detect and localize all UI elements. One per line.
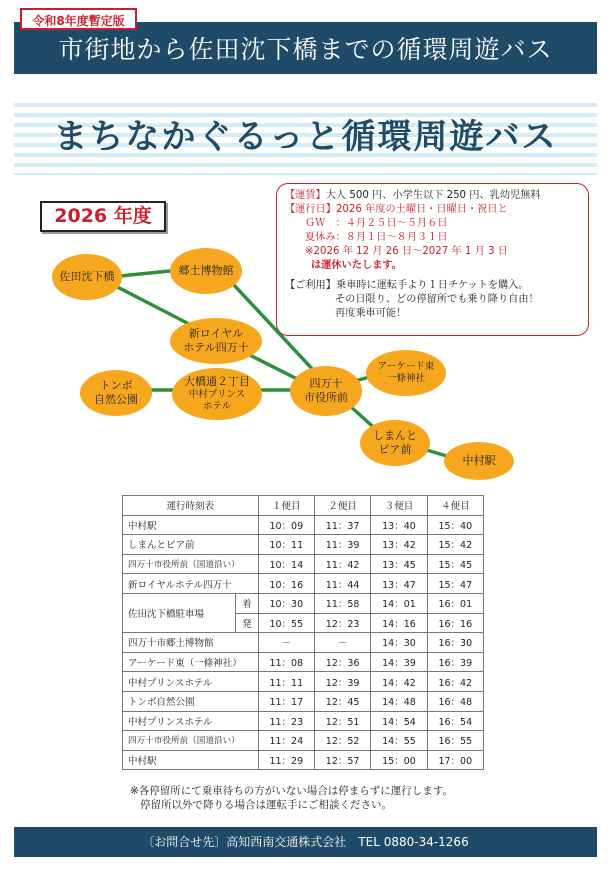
time-cell: 11：08 (258, 652, 314, 672)
stop-piaz (360, 420, 430, 466)
stop-name: 四万十市役所前（国道沿い） (123, 731, 259, 751)
time-cell: 15：40 (427, 515, 483, 535)
note-line2: 停留所以外で降りる場合は運転手にご相談ください。 (140, 799, 392, 811)
depart-label: 発 (236, 613, 258, 633)
time-cell: 11：17 (258, 691, 314, 711)
table-row (123, 711, 484, 731)
time-cell: － (258, 633, 314, 653)
fare-label: 【運賃】 (285, 190, 326, 201)
time-cell: 14：42 (371, 672, 427, 692)
time-cell: 16：01 (427, 593, 483, 613)
time-cell: 11：29 (258, 750, 314, 770)
table-row (123, 731, 484, 751)
time-cell: 14：55 (371, 731, 427, 751)
stop-arcade (366, 350, 446, 396)
time-cell: 14：39 (371, 652, 427, 672)
stop-name: 四万十市役所前（国道沿い） (123, 554, 259, 574)
time-cell: 13：47 (371, 574, 427, 594)
time-cell: 14：48 (371, 691, 427, 711)
timetable-title: 運行時刻表 (123, 496, 259, 516)
stop-royal (170, 318, 262, 364)
time-cell: － (314, 633, 370, 653)
time-cell: 11：58 (314, 593, 370, 613)
page-title: 市街地から佐田沈下橋までの循環周遊バス (58, 35, 553, 64)
stop-name: 四万十市郷土博物館 (123, 633, 259, 653)
time-cell: 10：55 (258, 613, 314, 633)
arrive-label: 着 (236, 593, 258, 613)
stop-name: しまんとピア前 (123, 535, 259, 555)
time-cell: 13：45 (371, 554, 427, 574)
stop-kyodo-label: 郷土博物館 (178, 264, 234, 277)
time-cell: 10：11 (258, 535, 314, 555)
time-cell: 12：45 (314, 691, 370, 711)
stop-shiyakusho (290, 366, 362, 416)
stop-piaz-label1: しまんと (373, 429, 417, 442)
time-cell: 12：51 (314, 711, 370, 731)
table-row (123, 672, 484, 692)
table-row (123, 652, 484, 672)
time-cell: 14：16 (371, 613, 427, 633)
summer-period: 夏休み：８月１日～８月３１日 (305, 232, 448, 243)
table-row (123, 750, 484, 770)
stop-tombo-label1: トンボ (99, 379, 133, 392)
col-trip1: １便目 (258, 496, 314, 516)
stop-name: アーケード東（一條神社） (123, 652, 259, 672)
time-cell: 11：37 (314, 515, 370, 535)
stop-shiyakusho-label2: 市役所前 (304, 391, 348, 404)
table-row (123, 515, 484, 535)
time-cell: 11：42 (314, 554, 370, 574)
stop-name: トンボ自然公園 (123, 691, 259, 711)
stop-royal-label2: ホテル四万十 (183, 341, 249, 354)
time-cell: 11：44 (314, 574, 370, 594)
time-cell: 14：01 (371, 593, 427, 613)
table-row (123, 691, 484, 711)
time-cell: 16：30 (427, 633, 483, 653)
timetable-header-row (123, 496, 484, 516)
stop-shiyakusho-label1: 四万十 (309, 377, 343, 390)
table-row (123, 593, 484, 613)
time-cell: 15：00 (371, 750, 427, 770)
route-map (40, 240, 580, 480)
time-cell: 12：23 (314, 613, 370, 633)
stop-name: 中村駅 (123, 750, 259, 770)
time-cell: 16：16 (427, 613, 483, 633)
stop-name: 中村プリンスホテル (123, 672, 259, 692)
time-cell: 10：14 (258, 554, 314, 574)
year-badge: 2026 年度 (40, 201, 166, 232)
stop-nakamura-label: 中村駅 (462, 454, 496, 467)
time-cell: 16：54 (427, 711, 483, 731)
time-cell: 14：54 (371, 711, 427, 731)
days-text: 2026 年度の土曜日・日曜日・祝日と (335, 204, 508, 215)
stop-sada-label: 佐田沈下橋 (59, 270, 115, 283)
time-cell: 11：24 (258, 731, 314, 751)
fare-text: 大人 500 円、小学生以下 250 円、乳幼児無料 (325, 190, 541, 201)
use-text2: その日限り、どの停留所でも乗り降り自由！ (335, 294, 539, 305)
time-cell: 16：42 (427, 672, 483, 692)
stop-arcade-label2: 一條神社 (386, 373, 425, 384)
table-row (123, 554, 484, 574)
stop-ohashi-label2: 中村プリンス (188, 389, 246, 400)
stop-name: 新ロイヤルホテル四万十 (123, 574, 259, 594)
stop-royal-label1: 新ロイヤル (188, 327, 244, 340)
time-cell: 15：42 (427, 535, 483, 555)
time-cell: 15：45 (427, 554, 483, 574)
stop-ohashi-label1: 大橋通２丁目 (184, 375, 250, 388)
stop-name: 中村プリンスホテル (123, 711, 259, 731)
time-cell: 10：09 (258, 515, 314, 535)
timetable (122, 495, 484, 770)
time-cell: 15：47 (427, 574, 483, 594)
edition-badge: 令和8年度暫定版 (20, 8, 137, 30)
use-text1: 乗車時に運転手より１日チケットを購入。 (335, 280, 529, 291)
time-cell: 13：40 (371, 515, 427, 535)
use-label: 【ご利用】 (285, 280, 336, 291)
time-cell: 10：30 (258, 593, 314, 613)
timetable-table (122, 495, 484, 770)
time-cell: 11：23 (258, 711, 314, 731)
stop-name: 中村駅 (123, 515, 259, 535)
stop-arcade-label1: アーケード東 (377, 361, 435, 372)
notes (130, 784, 530, 812)
exception-line1: ※2026 年 12 月 26 日～2027 年 1 月 3 日 (305, 246, 508, 257)
stop-tombo-label2: 自然公園 (94, 393, 138, 406)
time-cell: 14：30 (371, 633, 427, 653)
stop-piaz-label2: ピア前 (378, 443, 412, 456)
note-line1: ※各停留所にて乗車待ちの方がいない場合は停まらずに運行します。 (130, 785, 453, 797)
stop-tombo (80, 370, 152, 416)
footer-contact: 〔お問合せ先〕高知西南交通株式会社 TEL 0880-34-1266 (14, 827, 597, 857)
days-label: 【運行日】 (285, 204, 336, 215)
table-row (123, 633, 484, 653)
time-cell: 13：42 (371, 535, 427, 555)
time-cell: 16：48 (427, 691, 483, 711)
exception-line2: は運休いたします。 (311, 260, 402, 271)
stop-ohashi-label3: ホテル (202, 401, 232, 412)
time-cell: 12：36 (314, 652, 370, 672)
table-row (123, 574, 484, 594)
gw-period: ＧＷ ：４月２５日～５月６日 (305, 218, 448, 229)
time-cell: 16：39 (427, 652, 483, 672)
time-cell: 12：52 (314, 731, 370, 751)
col-trip2: ２便目 (314, 496, 370, 516)
time-cell: 11：11 (258, 672, 314, 692)
use-text3: 再度乗車可能！ (335, 308, 407, 319)
stop-ohashi (172, 368, 262, 420)
table-row (123, 535, 484, 555)
time-cell: 10：16 (258, 574, 314, 594)
stop-sada (52, 254, 122, 300)
time-cell: 16：55 (427, 731, 483, 751)
time-cell: 12：39 (314, 672, 370, 692)
stop-nakamura (444, 442, 514, 480)
time-cell: 12：57 (314, 750, 370, 770)
time-cell: 17：00 (427, 750, 483, 770)
col-trip4: ４便目 (427, 496, 483, 516)
stop-kyodo (170, 248, 242, 294)
col-trip3: ３便目 (371, 496, 427, 516)
stop-name: 佐田沈下橋駐車場 (123, 593, 236, 632)
page-subtitle: まちなかぐるっと循環周遊バス (53, 117, 558, 157)
time-cell: 11：39 (314, 535, 370, 555)
